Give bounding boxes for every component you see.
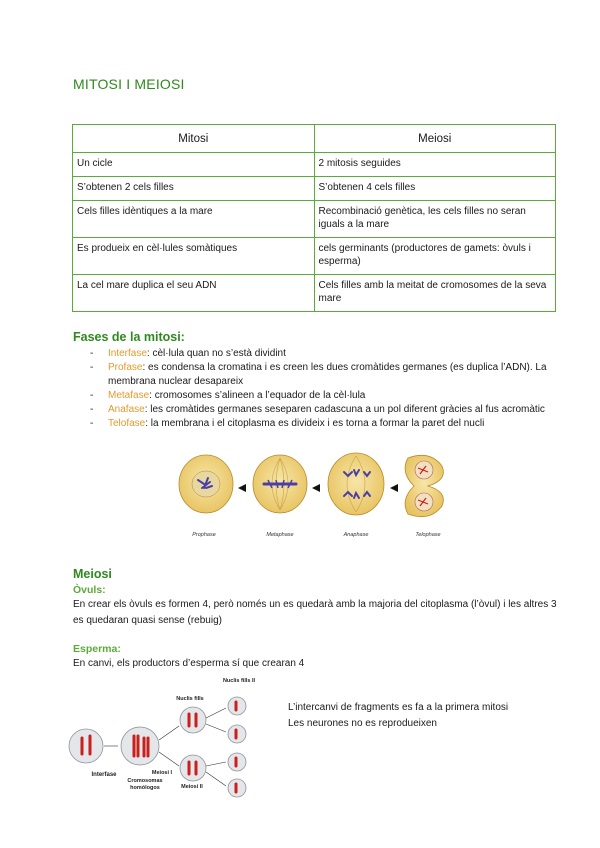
cromosomes-label-box <box>122 778 168 800</box>
meiosis-2-cell-bottom <box>180 755 206 781</box>
interfase-cell <box>69 729 103 763</box>
bullet-dash: - <box>90 404 94 415</box>
telophase-label: Telophase <box>415 532 441 538</box>
page-title: MITOSI I MEIOSI <box>73 76 185 92</box>
bullet-dash: - <box>90 362 94 373</box>
list-item <box>90 403 560 417</box>
meiosis-1-cell <box>121 727 159 765</box>
phase-description: : la membrana i el citoplasma es divideix i es torna a formar la paret del nucli <box>145 418 485 429</box>
phase-term: Profase <box>108 362 143 373</box>
table-row <box>73 177 556 201</box>
list-item <box>90 417 560 431</box>
esperma-heading: Esperma: <box>73 643 121 655</box>
list-item <box>90 347 560 361</box>
phase-description: : cèl·lula quan no s’està dividint <box>146 348 286 359</box>
metaphase-cell <box>253 455 307 513</box>
phase-term: Telofase <box>108 418 146 429</box>
table-cell: cels germinants (productores de gamets: òvuls i esperma) <box>314 238 556 275</box>
table-cell: Cels filles idèntiques a la mare <box>73 201 315 238</box>
arrow-icon <box>238 484 246 492</box>
nuclis-fills-2-label: Nuclis fills II <box>222 678 256 684</box>
table-header-row <box>73 125 556 153</box>
phase-term: Anafase <box>108 404 145 415</box>
table-row <box>73 153 556 177</box>
anaphase-label: Anaphase <box>343 532 369 538</box>
meiosi-2-label: Meiosi II <box>181 784 203 790</box>
comparison-table <box>72 124 556 312</box>
metaphase-label: Metaphase <box>266 532 294 538</box>
side-notes <box>288 700 508 732</box>
ovuls-paragraph: En crear els òvuls es formen 4, però només un es quedarà amb la majoria del citoplasma (l’òvul) i les altres 3 es quedaran quasi sense (rebuig) <box>73 599 557 626</box>
header-meiosi: Meiosi <box>314 125 556 153</box>
meiosi-1-label: Meiosi I <box>151 770 173 776</box>
table-row <box>73 275 556 312</box>
interfase-label: Interfase <box>91 772 117 778</box>
phases-heading: Fases de la mitosi: <box>73 330 185 344</box>
phase-description: : cromosomes s’alineen a l’equador de la cèl·lula <box>149 390 366 401</box>
phase-description: : les cromàtides germanes seseparen cadascuna a un pol diferent gràcies al fus acromàtic <box>144 404 545 415</box>
table-cell: 2 mitosis seguides <box>314 153 556 177</box>
table-cell: Recombinació genètica, les cels filles no seran iguals a la mare <box>314 201 556 238</box>
mitosis-phases-illustration <box>178 452 448 544</box>
phases-list <box>90 347 560 431</box>
phase-term: Interfase <box>108 348 147 359</box>
bullet-dash: - <box>90 348 94 359</box>
anaphase-cell <box>328 453 384 515</box>
table-cell: S’obtenen 4 cels filles <box>314 177 556 201</box>
table-cell: Un cicle <box>73 153 315 177</box>
prophase-label: Prophase <box>192 532 216 538</box>
cromosomes-label: Cromosomas homólogos <box>127 778 163 791</box>
bullet-dash: - <box>90 418 94 429</box>
prophase-cell <box>179 455 233 513</box>
header-mitosi: Mitosi <box>73 125 315 153</box>
meiosis-illustration <box>64 676 260 800</box>
table-cell: Es produeix en cèl·lules somàtiques <box>73 238 315 275</box>
meiosi-heading: Meiosi <box>73 567 112 581</box>
bullet-dash: - <box>90 390 94 401</box>
telophase-cell <box>405 455 443 516</box>
ovuls-heading: Òvuls: <box>73 584 106 596</box>
table-row <box>73 201 556 238</box>
list-item <box>90 389 560 403</box>
table-row <box>73 238 556 275</box>
nuclis-fills-label: Nuclis fills <box>176 696 204 702</box>
table-cell: Cels filles amb la meitat de cromosomes de la seva mare <box>314 275 556 312</box>
side-note: Les neurones no es reprodueixen <box>288 718 437 729</box>
side-note: L’intercanvi de fragments es fa a la primera mitosi <box>288 702 509 713</box>
phase-description: : es condensa la cromatina i es creen les dues cromàtides germanes (es duplica l’ADN). La membrana nuclear desapareix <box>108 362 547 387</box>
list-item <box>90 361 560 389</box>
arrow-icon <box>390 484 398 492</box>
arrow-icon <box>312 484 320 492</box>
esperma-paragraph: En canvi, els productors d’esperma sí que crearan 4 <box>73 658 305 669</box>
nuclis-fills-2-label-box <box>222 678 256 696</box>
table-cell: S’obtenen 2 cels filles <box>73 177 315 201</box>
phase-term: Metafase <box>108 390 150 401</box>
nuclis-fills-label-box <box>174 696 206 714</box>
table-cell: La cel mare duplica el seu ADN <box>73 275 315 312</box>
